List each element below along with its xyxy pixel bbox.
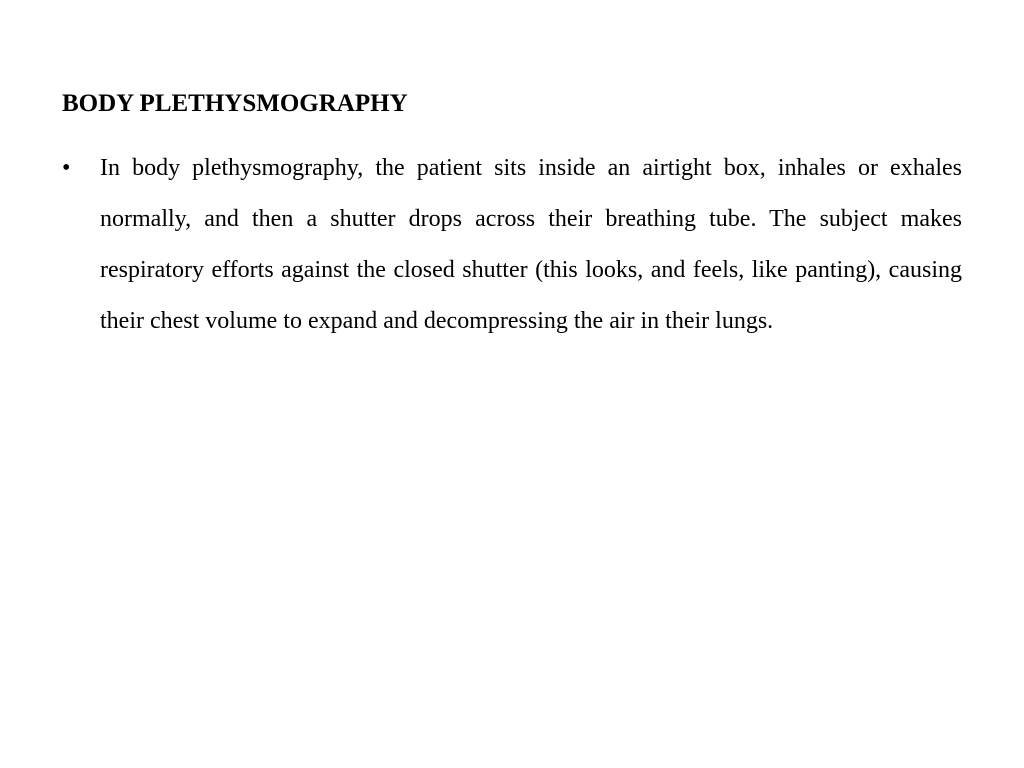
bullet-text: In body plethysmography, the patient sits inside an airtight box, inhales or exhales normally, and then a shutter drops across their breathing tube. The subject makes respiratory efforts against the closed shutter (this looks, and feels, like panting), causing their chest volume to expand and decompressing the air in their lungs. bbox=[100, 155, 962, 334]
slide-title: BODY PLETHYSMOGRAPHY bbox=[62, 90, 408, 117]
bullet-list bbox=[62, 143, 962, 347]
bullet-marker: • bbox=[62, 155, 71, 181]
bullet-item bbox=[62, 143, 962, 347]
